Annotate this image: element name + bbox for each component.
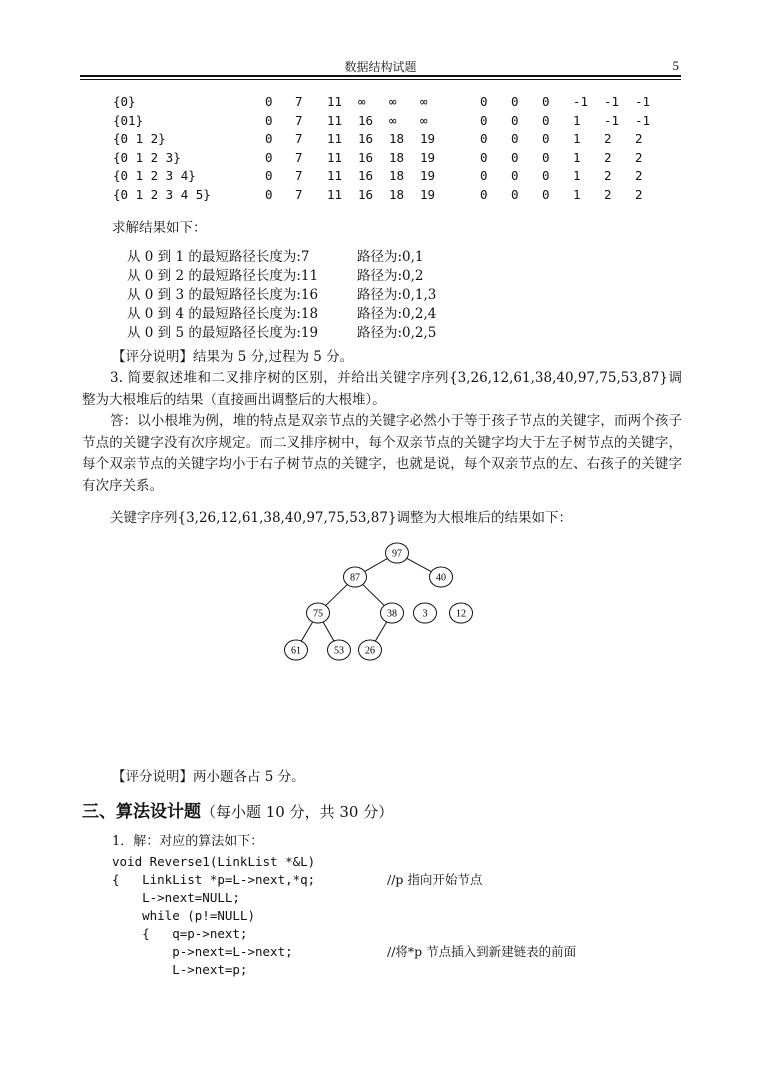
code-comment: //将*p 节点插入到新建链表的前面 [387, 944, 577, 959]
dist-cell: 18 [389, 149, 405, 165]
result-path: 路径为:0,1 [357, 249, 424, 265]
path-cell: -1 [573, 94, 589, 109]
heap-node-label: 75 [313, 608, 323, 620]
path-cell: 1 [573, 186, 581, 202]
score-note-1: 【评分说明】结果为 5 分,过程为 5 分。 [112, 349, 354, 365]
heap-node-label: 61 [291, 645, 301, 657]
path-cell: 0 [511, 112, 519, 128]
section-title-note: （每小题 10 分，共 30 分） [201, 803, 394, 821]
heap-edge [375, 622, 386, 641]
path-cell: -1 [635, 94, 651, 109]
dist-cell: 7 [295, 186, 303, 202]
dist-cell: 16 [358, 186, 374, 202]
path-cell: 0 [542, 168, 550, 183]
set-cell: {0 1 2 3 4 5} [113, 186, 211, 202]
dist-cell: 18 [389, 186, 405, 202]
heap-node [450, 603, 473, 623]
result-path: 路径为:0,2,5 [357, 325, 437, 341]
result-heading: 求解结果如下： [112, 220, 207, 236]
question-3: 3. 简要叙述堆和二叉排序树的区别，并给出关键字序列{3,26,12,61,38,40,97,75,53,87}调整为大根堆后的结果（直接画出调整后的大根堆）。 [82, 370, 682, 408]
code-line [112, 943, 577, 961]
code-line [112, 907, 255, 925]
dist-cell: 7 [295, 94, 303, 109]
path-cell: 0 [542, 112, 550, 128]
section-title [82, 797, 393, 822]
dist-cell: 19 [420, 149, 436, 165]
path-cell: 0 [542, 149, 550, 165]
path-cell: 2 [635, 168, 643, 183]
path-cell: 0 [511, 186, 519, 202]
path-cell: 0 [542, 131, 550, 146]
heap-node [430, 567, 453, 587]
path-cell: 2 [604, 186, 612, 202]
heap-node [359, 640, 382, 660]
heap-edge [301, 622, 312, 641]
path-cell: -1 [604, 94, 620, 109]
result-length: 从 0 到 1 的最短路径长度为:7 [127, 249, 310, 265]
heap-node [328, 640, 351, 660]
dist-cell: ∞ [420, 112, 428, 128]
result-length: 从 0 到 3 的最短路径长度为:16 [127, 287, 319, 303]
result-path: 路径为:0,2 [357, 268, 424, 284]
dist-cell: 0 [265, 112, 273, 128]
dist-cell: ∞ [358, 94, 366, 109]
code-line [112, 925, 247, 943]
path-cell: 2 [604, 131, 612, 146]
header-title: 数据结构试题 [344, 60, 417, 74]
page-number: 5 [672, 58, 679, 73]
path-cell: 1 [573, 149, 581, 165]
dist-cell: 18 [389, 131, 405, 146]
dist-cell: ∞ [420, 94, 428, 109]
code-comment: //p 指向开始节点 [387, 872, 483, 887]
answer-3: 答：以小根堆为例，堆的特点是双亲节点的关键字必然小于等于孩子节点的关键字，而两个孩子节点的关键字没有次序规定。而二叉排序树中，每个双亲节点的关键字均大于左子树节点的关键字，每个双亲节点的关键字均小于右子树节点的关键字，也就是说，每个双亲节点的左、右孩子的关键字有次序关系。 [82, 413, 682, 494]
dist-cell: 18 [389, 168, 405, 183]
code-line [112, 871, 483, 889]
path-cell: 2 [604, 168, 612, 183]
code-line [112, 889, 240, 907]
path-cell: 0 [480, 186, 488, 202]
dist-cell: 16 [358, 168, 374, 183]
code-line [112, 853, 315, 871]
set-cell: {0 1 2 3} [113, 149, 181, 165]
code-text: { LinkList *p=L->next,*q; [112, 872, 316, 887]
path-cell: 2 [635, 131, 643, 146]
dist-cell: 0 [265, 149, 273, 165]
heap-node-label: 40 [436, 572, 446, 584]
dist-cell: 16 [358, 149, 374, 165]
result-length: 从 0 到 5 的最短路径长度为:19 [127, 325, 319, 341]
path-cell: 2 [635, 186, 643, 202]
heap-node [344, 567, 367, 587]
path-cell: 0 [480, 94, 488, 109]
heap-node-label: 97 [392, 548, 402, 560]
path-cell: 0 [480, 168, 488, 183]
heap-edge [364, 558, 388, 572]
dist-cell: ∞ [389, 112, 397, 128]
heap-edge [363, 584, 385, 605]
dist-cell: 16 [358, 131, 374, 146]
q1-intro: 1．解：对应的算法如下： [112, 834, 264, 849]
dist-cell: 19 [420, 186, 436, 202]
dist-cell: 11 [327, 94, 343, 109]
result-path: 路径为:0,2,4 [357, 306, 437, 322]
heap-node [307, 603, 330, 623]
path-cell: 0 [511, 168, 519, 183]
heap-edge [406, 558, 432, 572]
path-cell: 0 [480, 149, 488, 165]
dist-cell: 7 [295, 112, 303, 128]
path-cell: -1 [604, 112, 620, 128]
heap-edge [326, 584, 348, 605]
heap-node-label: 12 [456, 608, 466, 620]
section-title-text: 三、算法设计题 [82, 802, 201, 822]
heap-node-label: 3 [422, 608, 428, 620]
code-text: void Reverse1(LinkList *&L) [112, 854, 316, 869]
dist-cell: 11 [327, 149, 343, 165]
path-cell: 0 [511, 131, 519, 146]
path-cell: 0 [511, 94, 519, 109]
path-cell: 0 [542, 186, 550, 202]
set-cell: {01} [113, 112, 144, 128]
path-cell: 1 [573, 168, 581, 183]
set-cell: {0 1 2} [113, 131, 166, 146]
dist-cell: ∞ [389, 94, 397, 109]
dist-cell: 0 [265, 131, 273, 146]
path-cell: -1 [635, 112, 651, 128]
dist-cell: 0 [265, 94, 273, 109]
dist-cell: 19 [420, 168, 436, 183]
dist-cell: 7 [295, 149, 303, 165]
code-text: L->next=NULL; [112, 890, 240, 905]
heap-node-label: 53 [334, 645, 344, 657]
heap-node [381, 603, 404, 623]
path-cell: 2 [635, 149, 643, 165]
dist-cell: 16 [358, 112, 374, 128]
code-text: while (p!=NULL) [112, 908, 255, 923]
code-line [112, 961, 247, 979]
set-cell: {0 1 2 3 4} [113, 168, 196, 183]
heap-intro: 关键字序列{3,26,12,61,38,40,97,75,53,87}调整为大根堆后的结果如下： [110, 510, 572, 526]
dist-cell: 7 [295, 168, 303, 183]
path-cell: 0 [511, 149, 519, 165]
code-text: p->next=L->next; [112, 944, 293, 959]
heap-node [285, 640, 308, 660]
code-text: L->next=p; [112, 962, 248, 977]
result-path: 路径为:0,1,3 [357, 287, 437, 303]
dist-cell: 11 [327, 131, 343, 146]
path-cell: 1 [573, 131, 581, 146]
path-cell: 0 [480, 131, 488, 146]
dist-cell: 11 [327, 186, 343, 202]
heap-node-label: 38 [387, 608, 397, 620]
score-note-2: 【评分说明】两小题各占 5 分。 [112, 769, 305, 785]
heap-node-label: 87 [350, 572, 360, 584]
dist-cell: 0 [265, 168, 273, 183]
path-cell: 2 [604, 149, 612, 165]
dist-cell: 19 [420, 131, 436, 146]
heap-node-label: 26 [365, 645, 375, 657]
dist-cell: 0 [265, 186, 273, 202]
heap-edge [323, 622, 334, 641]
set-cell: {0} [113, 94, 136, 109]
path-cell: 0 [542, 94, 550, 109]
dist-cell: 7 [295, 131, 303, 146]
dist-cell: 11 [327, 168, 343, 183]
heap-node [414, 603, 437, 623]
heap-node [386, 543, 409, 563]
code-text: { q=p->next; [112, 926, 248, 941]
path-cell: 1 [573, 112, 581, 128]
dist-cell: 11 [327, 112, 343, 128]
path-cell: 0 [480, 112, 488, 128]
result-length: 从 0 到 2 的最短路径长度为:11 [127, 268, 319, 284]
result-length: 从 0 到 4 的最短路径长度为:18 [127, 306, 319, 322]
